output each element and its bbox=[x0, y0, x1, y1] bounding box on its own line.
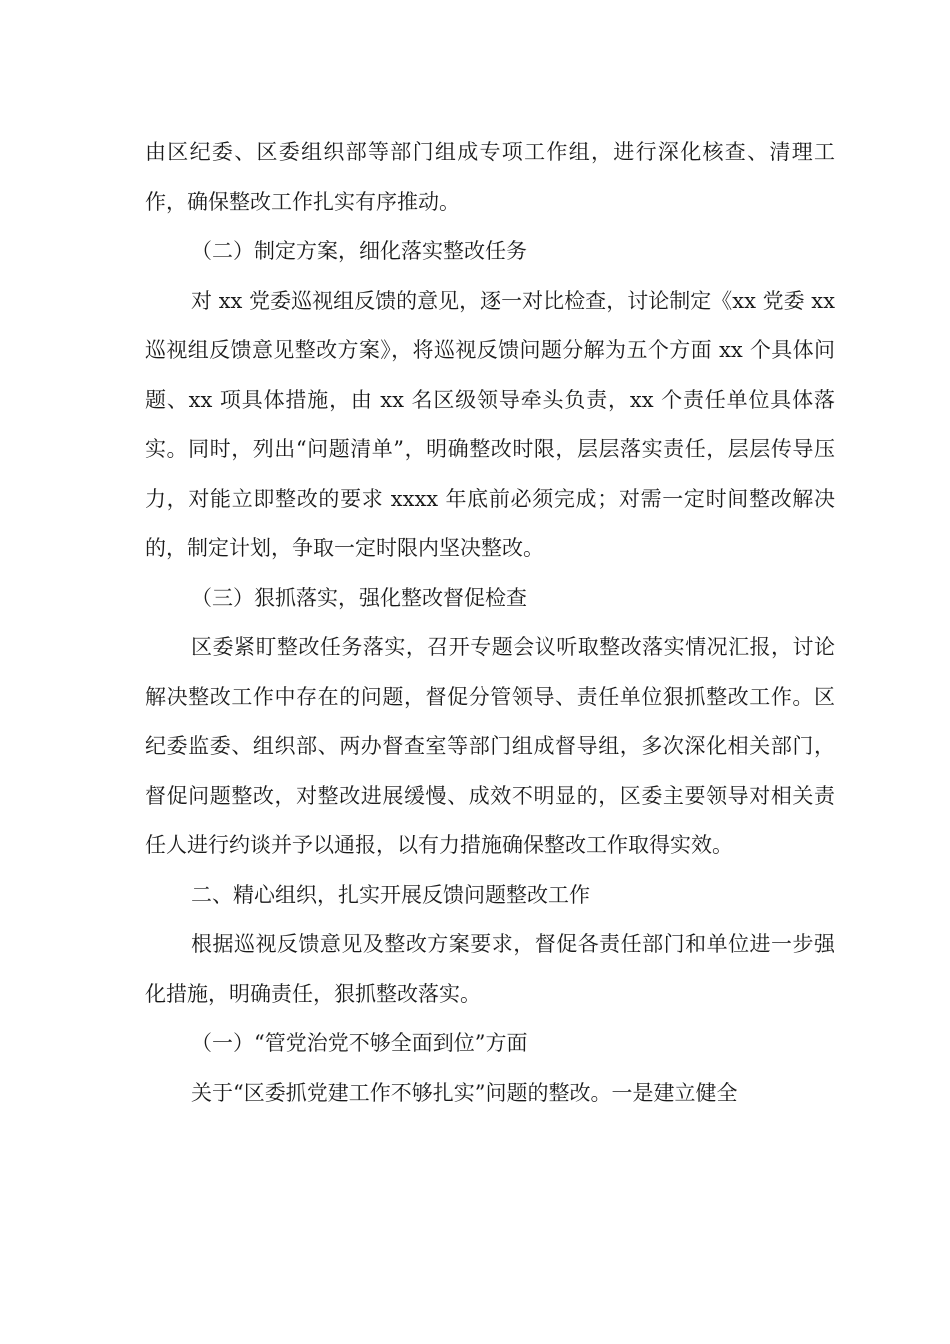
section-heading-1: （一）“管党治党不够全面到位”方面 bbox=[191, 1031, 528, 1055]
paragraph-implementation: 区委紧盯整改任务落实，召开专题会议听取整改落实情况汇报，讨论解决整改工作中存在的问题，督促分管领导、责任单位狠抓整改工作。区纪委监委、组织部、两办督查室等部门组成督导组，多次深化相关部门，督促问题整改，对整改进展缓慢、成效不明显的，区委主要领导对相关责任人进行约谈并予以通报，以有力措施确保整改工作取得实效。 bbox=[145, 635, 835, 857]
chapter-heading-2: 二、精心组织，扎实开展反馈问题整改工作 bbox=[191, 882, 590, 907]
document-body bbox=[145, 128, 835, 1118]
paragraph-continuation: 由区纪委、区委组织部等部门组成专项工作组，进行深化核查、清理工作，确保整改工作扎实有序推动。 bbox=[145, 140, 835, 214]
paragraph-rectification: 关于“区委抓党建工作不够扎实”问题的整改。一是建立健全 bbox=[191, 1080, 738, 1105]
paragraph-requirements: 根据巡视反馈意见及整改方案要求，督促各责任部门和单位进一步强化措施，明确责任，狠抓整改落实。 bbox=[145, 932, 835, 1006]
section-heading-2: （二）制定方案，细化落实整改任务 bbox=[191, 239, 527, 263]
section-heading-3: （三）狠抓落实，强化整改督促检查 bbox=[191, 585, 527, 610]
paragraph-plan: 对 xx 党委巡视组反馈的意见，逐一对比检查，讨论制定《xx 党委 xx 巡视组反馈意见整改方案》，将巡视反馈问题分解为五个方面 xx 个具体问题、xx 项具体措施，由 xx 名区级领导牵头负责，xx 个责任单位具体落实。同时，列出“问题清单”，明确整改时限，层层落实责任，层层传导压力，对能立即整改的要求 xxxx 年底前必须完成；对需一定时间整改解决的，制定计划，争取一定时限内坚决整改。 bbox=[145, 288, 835, 560]
